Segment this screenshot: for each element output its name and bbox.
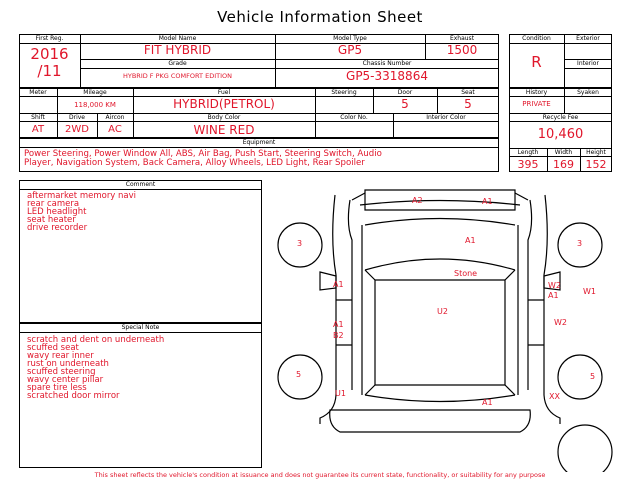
model-name-label: Model Name [158,35,197,42]
fuel-label: Fuel [217,89,231,96]
mark-rear-left-wheel: 5 [296,370,302,379]
mileage-label: Mileage [83,89,107,96]
steering-label: Steering [331,89,357,96]
equipment-label: Equipment [242,139,276,146]
chassis-value: GP5-3318864 [346,69,428,83]
special-note-label: Special Note [121,324,160,331]
syaken-label: Syaken [577,89,599,96]
mark-w2-right-front: W2 [548,281,561,290]
first-reg-month: /11 [37,62,62,80]
fuel-value: HYBRID(PETROL) [173,97,275,111]
spare-tire [558,425,612,472]
seat-label: Seat [461,89,475,96]
shift-value: AT [31,124,45,135]
mark-a2: A2 [412,196,423,205]
mark-a1-hood: A1 [465,236,476,245]
special-note-item: rust on underneath [27,359,109,369]
special-note-item: scratched door mirror [27,391,120,401]
mark-w2-right-door: W2 [554,318,567,327]
meter-label: Meter [29,89,47,96]
comment-item: aftermarket memory navi [27,191,137,201]
special-note-item: scuffed seat [27,343,79,353]
mark-b2: B2 [333,331,344,340]
comment-label: Comment [125,181,156,188]
color-no-label: Color No. [340,114,368,121]
height-value: 152 [585,158,607,171]
grade-value: HYBRID F PKG COMFORT EDITION [122,72,232,80]
mark-front-left-wheel: 3 [297,239,303,248]
aircon-label: Aircon [105,114,125,121]
mark-a1-left-door: A1 [333,320,344,329]
exhaust-value: 1500 [446,43,478,57]
history-value: PRIVATE [522,100,551,108]
mark-front-right-wheel: 3 [577,239,583,248]
chassis-label: Chassis Number [362,60,412,67]
shift-label: Shift [31,114,45,121]
body-color-value: WINE RED [193,123,255,137]
equipment-line-1: Power Steering, Power Window All, ABS, Air Bag, Push Start, Steering Switch, Audio [24,149,382,159]
mark-u1: U1 [335,389,346,398]
exhaust-label: Exhaust [449,35,475,42]
mark-stone: Stone [454,269,478,278]
mark-a1-rear: A1 [482,398,493,407]
recycle-value: 10,460 [537,127,584,142]
first-reg-year: 2016 [30,45,69,63]
mark-u2: U2 [437,307,448,316]
interior-label: Interior [577,60,599,67]
special-note-item: wavy center pillar [27,375,104,385]
seat-value: 5 [464,97,472,111]
mark-xx: XX [549,392,560,401]
history-label: History [525,89,548,96]
tire-rear-right [558,355,602,399]
drive-value: 2WD [65,124,89,135]
width-value: 169 [553,158,574,171]
condition-value: R [531,53,542,71]
mileage-value: 118,000 KM [74,101,116,109]
body-color-label: Body Color [207,114,241,121]
mark-a1-top: A1 [482,197,493,206]
mark-w1: W1 [583,287,596,296]
special-note-item: scuffed steering [27,367,96,377]
first-reg-label: First Reg. [35,35,64,42]
equipment-line-2: Player, Navigation System, Back Camera, Alloy Wheels, LED Light, Rear Spoiler [24,158,365,168]
model-name-value: FIT HYBRID [143,43,212,57]
length-label: Length [517,149,539,156]
door-value: 5 [401,97,409,111]
drive-label: Drive [69,114,85,121]
model-type-label: Model Type [333,35,367,42]
mark-a1-right-front: A1 [548,291,559,300]
interior-color-label: Interior Color [426,114,466,121]
model-type-value: GP5 [337,43,363,57]
comment-item: LED headlight [27,207,87,217]
height-label: Height [586,149,606,156]
sheet-title: Vehicle Information Sheet [217,8,423,26]
mark-a1-left-fender: A1 [333,280,344,289]
width-label: Width [554,149,573,156]
length-value: 395 [517,158,539,171]
special-note-item: scratch and dent on underneath [27,335,165,345]
aircon-value: AC [108,124,122,135]
recycle-label: Recycle Fee [542,114,579,121]
comment-item: seat heater [27,215,76,225]
exterior-label: Exterior [576,35,600,42]
special-note-item: wavy rear inner [27,351,94,361]
condition-label: Condition [522,35,551,42]
comment-item: rear camera [27,199,80,209]
comment-item: drive recorder [27,223,88,233]
disclaimer-footer: This sheet reflects the vehicle's condition at issuance and does not guarantee its current state, functionality, or suitability for any purpose [94,471,546,479]
grade-label: Grade [168,60,187,67]
door-label: Door [397,89,413,96]
mark-rear-right-wheel: 5 [590,372,596,381]
special-note-item: spare tire less [27,383,87,393]
